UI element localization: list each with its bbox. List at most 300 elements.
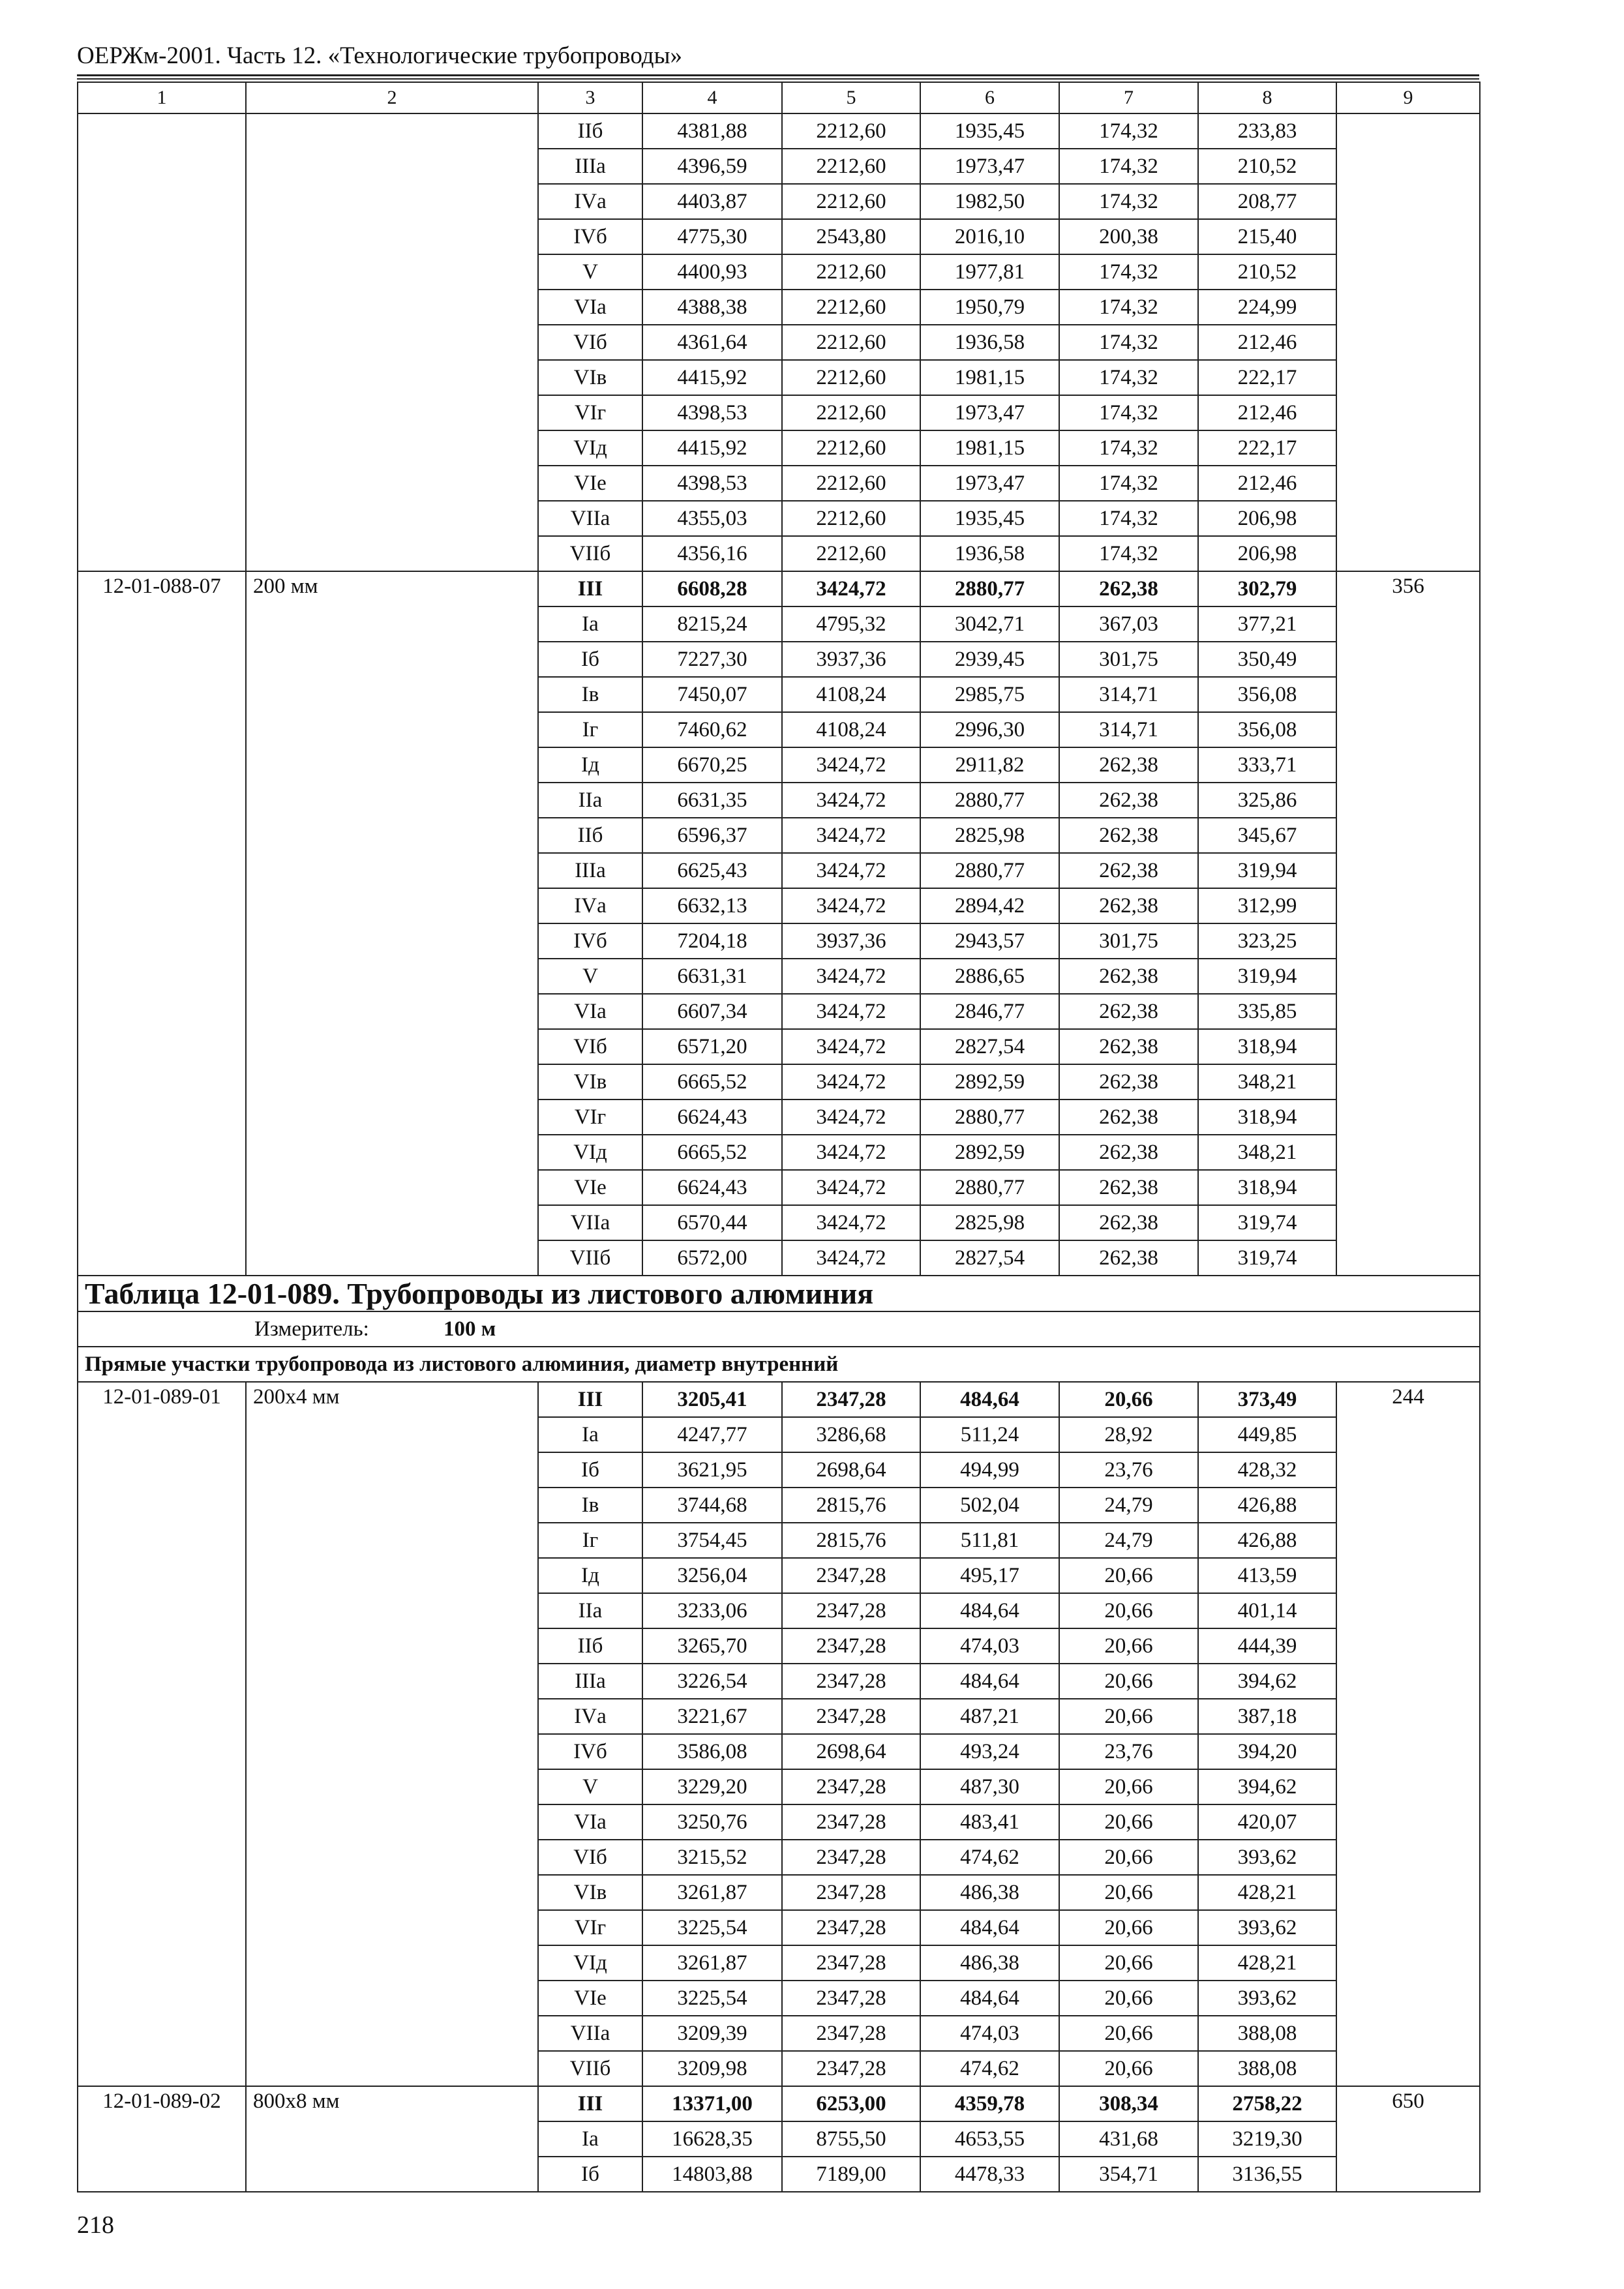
table-cell: Iб (538, 2157, 642, 2192)
table-cell: VIг (538, 1910, 642, 1945)
table-cell: 393,62 (1198, 1840, 1336, 1875)
table-cell: 426,88 (1198, 1523, 1336, 1558)
table-cell: 20,66 (1059, 1804, 1198, 1840)
table-cell: 2212,60 (782, 149, 920, 184)
table-cell: III (538, 571, 642, 606)
table-cell: VIд (538, 430, 642, 466)
table-cell: 431,68 (1059, 2121, 1198, 2157)
table-cell: VIе (538, 1981, 642, 2016)
table-cell: 8215,24 (642, 606, 782, 642)
table-cell: VIIа (538, 1205, 642, 1240)
table-cell: 6632,13 (642, 888, 782, 923)
table-cell: 2212,60 (782, 325, 920, 360)
table-cell: 486,38 (920, 1945, 1059, 1981)
table-cell: 3424,72 (782, 1100, 920, 1135)
table-cell: VIе (538, 1170, 642, 1205)
table-cell: 3424,72 (782, 959, 920, 994)
table-cell: IVа (538, 184, 642, 219)
table-cell: IIIа (538, 1664, 642, 1699)
table-cell: 3754,45 (642, 1523, 782, 1558)
table-cell: 2996,30 (920, 712, 1059, 747)
table-cell: 262,38 (1059, 888, 1198, 923)
table-cell: Iв (538, 677, 642, 712)
table-cell: 318,94 (1198, 1029, 1336, 1064)
table-cell: 494,99 (920, 1452, 1059, 1488)
table-cell: 4361,64 (642, 325, 782, 360)
table-cell: 3424,72 (782, 1205, 920, 1240)
table-cell: 4381,88 (642, 113, 782, 149)
table-cell: 6625,43 (642, 853, 782, 888)
table-cell: 20,66 (1059, 1558, 1198, 1593)
table-cell: IIб (538, 1628, 642, 1664)
table-cell: 20,66 (1059, 1382, 1198, 1417)
table-cell: 3256,04 (642, 1558, 782, 1593)
unit-value: 100 м (444, 1317, 496, 1341)
table-cell: 319,74 (1198, 1205, 1336, 1240)
table-cell: 262,38 (1059, 959, 1198, 994)
table-cell: 1973,47 (920, 395, 1059, 430)
table-cell: VIб (538, 325, 642, 360)
table-cell: 2827,54 (920, 1029, 1059, 1064)
table-cell: 244 (1336, 1382, 1480, 2086)
table-cell: Iа (538, 606, 642, 642)
table-cell: 174,32 (1059, 501, 1198, 536)
table-cell: 388,08 (1198, 2016, 1336, 2051)
table-cell: IIа (538, 783, 642, 818)
table-cell: 2825,98 (920, 1205, 1059, 1240)
table-cell: 2939,45 (920, 642, 1059, 677)
table-cell: VIIб (538, 2051, 642, 2086)
table-cell: 1950,79 (920, 290, 1059, 325)
table-cell: 1981,15 (920, 430, 1059, 466)
column-number: 7 (1059, 82, 1198, 113)
table-cell: 20,66 (1059, 1981, 1198, 2016)
table-cell: IIIа (538, 149, 642, 184)
table-cell: 2212,60 (782, 254, 920, 290)
table-cell: 502,04 (920, 1488, 1059, 1523)
table-cell: 2347,28 (782, 1382, 920, 1417)
table-cell: 2212,60 (782, 501, 920, 536)
table-cell: VIа (538, 290, 642, 325)
table-cell: 3042,71 (920, 606, 1059, 642)
table-cell: 2347,28 (782, 1910, 920, 1945)
table-cell: 4795,32 (782, 606, 920, 642)
table-cell: 393,62 (1198, 1981, 1336, 2016)
table-cell: 3424,72 (782, 888, 920, 923)
table-cell: 16628,35 (642, 2121, 782, 2157)
table-cell: 174,32 (1059, 360, 1198, 395)
table-cell: 262,38 (1059, 994, 1198, 1029)
table-cell: 6631,35 (642, 783, 782, 818)
table-cell: III (538, 2086, 642, 2121)
table-cell: 3424,72 (782, 818, 920, 853)
table-cell: 6607,34 (642, 994, 782, 1029)
table-cell: 222,17 (1198, 430, 1336, 466)
table-cell: 3219,30 (1198, 2121, 1336, 2157)
table-cell (1336, 113, 1480, 571)
table-cell: 24,79 (1059, 1488, 1198, 1523)
table-cell: 484,64 (920, 1910, 1059, 1945)
table-cell: 215,40 (1198, 219, 1336, 254)
table-cell: VIа (538, 994, 642, 1029)
table-cell: 314,71 (1059, 677, 1198, 712)
table-cell: 174,32 (1059, 113, 1198, 149)
table-cell: 2827,54 (920, 1240, 1059, 1276)
table-cell: 1981,15 (920, 360, 1059, 395)
table-cell: 2894,42 (920, 888, 1059, 923)
table-cell: 4356,16 (642, 536, 782, 571)
table-title-row (78, 1276, 1480, 1311)
table-cell: 262,38 (1059, 783, 1198, 818)
table-cell: VIв (538, 1875, 642, 1910)
table-cell: 1935,45 (920, 113, 1059, 149)
table-cell: 4400,93 (642, 254, 782, 290)
table-cell: VIг (538, 395, 642, 430)
table-cell: 14803,88 (642, 2157, 782, 2192)
table-cell: IVа (538, 1699, 642, 1734)
table-cell: 20,66 (1059, 1593, 1198, 1628)
table-cell: 348,21 (1198, 1064, 1336, 1100)
table-cell: 262,38 (1059, 747, 1198, 783)
subheading-row (78, 1347, 1480, 1382)
table-cell: 6665,52 (642, 1064, 782, 1100)
table-cell: 356 (1336, 571, 1480, 1276)
table-cell: V (538, 1769, 642, 1804)
table-cell: 262,38 (1059, 1135, 1198, 1170)
table-cell: 20,66 (1059, 1875, 1198, 1910)
table-cell: 484,64 (920, 1664, 1059, 1699)
table-cell: 428,21 (1198, 1945, 1336, 1981)
table-cell: Iд (538, 1558, 642, 1593)
table-cell: 493,24 (920, 1734, 1059, 1769)
table-cell: 4388,38 (642, 290, 782, 325)
table-cell: 174,32 (1059, 325, 1198, 360)
table-cell: III (538, 1382, 642, 1417)
table-cell: 262,38 (1059, 1205, 1198, 1240)
table-cell: 206,98 (1198, 501, 1336, 536)
table-cell: 262,38 (1059, 1170, 1198, 1205)
table-cell: 474,62 (920, 1840, 1059, 1875)
table-cell: V (538, 959, 642, 994)
table-cell: 13371,00 (642, 2086, 782, 2121)
table-cell: 4653,55 (920, 2121, 1059, 2157)
table-cell: 210,52 (1198, 149, 1336, 184)
table-cell: 428,21 (1198, 1875, 1336, 1910)
table-cell: 345,67 (1198, 818, 1336, 853)
table-cell: 401,14 (1198, 1593, 1336, 1628)
subheading: Прямые участки трубопровода из листового алюминия, диаметр внутренний (78, 1347, 1480, 1382)
table-cell: 2347,28 (782, 1699, 920, 1734)
table-cell: 4398,53 (642, 466, 782, 501)
table-cell: 2212,60 (782, 536, 920, 571)
table-cell: 2016,10 (920, 219, 1059, 254)
table-cell: 3621,95 (642, 1452, 782, 1488)
table-cell: 373,49 (1198, 1382, 1336, 1417)
table-cell: 6624,43 (642, 1170, 782, 1205)
page-header: ОЕРЖм-2001. Часть 12. «Технологические трубопроводы» (77, 38, 1479, 76)
table-cell: 4108,24 (782, 712, 920, 747)
table-cell: IIIа (538, 853, 642, 888)
table-cell: 23,76 (1059, 1734, 1198, 1769)
table-cell: 174,32 (1059, 395, 1198, 430)
table-cell: VIв (538, 1064, 642, 1100)
table-cell: 7460,62 (642, 712, 782, 747)
table-cell: 3215,52 (642, 1840, 782, 1875)
table-cell: 6665,52 (642, 1135, 782, 1170)
table-cell: 2212,60 (782, 360, 920, 395)
table-cell: 6572,00 (642, 1240, 782, 1276)
table-cell: 426,88 (1198, 1488, 1336, 1523)
table-cell: 4478,33 (920, 2157, 1059, 2192)
page-number: 218 (77, 2211, 114, 2239)
table-cell: 12-01-088-07 (78, 571, 246, 1276)
table-cell: Iг (538, 712, 642, 747)
unit-label: Измеритель: (254, 1317, 369, 1341)
table-cell: 4355,03 (642, 501, 782, 536)
table-cell: 212,46 (1198, 466, 1336, 501)
table-cell: 2347,28 (782, 1769, 920, 1804)
table-cell: 210,52 (1198, 254, 1336, 290)
table-cell: 7189,00 (782, 2157, 920, 2192)
table-cell: VIв (538, 360, 642, 395)
table-cell: 3233,06 (642, 1593, 782, 1628)
table-cell: 3424,72 (782, 853, 920, 888)
table-cell: Iг (538, 1523, 642, 1558)
table-cell: 2880,77 (920, 1100, 1059, 1135)
table-cell: 2698,64 (782, 1452, 920, 1488)
table-cell: V (538, 254, 642, 290)
table-cell: VIг (538, 1100, 642, 1135)
table-cell: 20,66 (1059, 1699, 1198, 1734)
price-table (77, 82, 1481, 2192)
table-cell: 483,41 (920, 1804, 1059, 1840)
table-cell: 377,21 (1198, 606, 1336, 642)
table-cell: 20,66 (1059, 1840, 1198, 1875)
table-cell: IIб (538, 818, 642, 853)
table-cell: 301,75 (1059, 642, 1198, 677)
table-cell: 3226,54 (642, 1664, 782, 1699)
table-cell: 474,62 (920, 2051, 1059, 2086)
table-cell: 348,21 (1198, 1135, 1336, 1170)
table-cell: IIа (538, 1593, 642, 1628)
table-cell: Iб (538, 1452, 642, 1488)
table-cell: 200,38 (1059, 219, 1198, 254)
table-title: Таблица 12-01-089. Трубопроводы из листового алюминия (78, 1276, 1480, 1311)
table-cell: 3586,08 (642, 1734, 782, 1769)
table-cell: 1982,50 (920, 184, 1059, 219)
table-cell: 7204,18 (642, 923, 782, 959)
table-cell: 3424,72 (782, 1029, 920, 1064)
table-cell: VIIа (538, 2016, 642, 2051)
table-cell: 444,39 (1198, 1628, 1336, 1664)
table-cell: 2212,60 (782, 290, 920, 325)
table-cell: VIе (538, 466, 642, 501)
table-cell: 208,77 (1198, 184, 1336, 219)
table-cell: 3261,87 (642, 1875, 782, 1910)
table-cell: 2347,28 (782, 1628, 920, 1664)
header-rule (77, 78, 1479, 80)
table-cell: 6624,43 (642, 1100, 782, 1135)
table-cell: 7450,07 (642, 677, 782, 712)
table-cell: 394,62 (1198, 1769, 1336, 1804)
table-cell: 484,64 (920, 1382, 1059, 1417)
table-row (78, 1382, 1480, 1417)
unit-row (78, 1311, 1480, 1347)
table-cell: 2892,59 (920, 1064, 1059, 1100)
table-cell: 449,85 (1198, 1417, 1336, 1452)
table-cell: 7227,30 (642, 642, 782, 677)
table-cell: 206,98 (1198, 536, 1336, 571)
table-cell: 2212,60 (782, 113, 920, 149)
table-cell: 3250,76 (642, 1804, 782, 1840)
table-cell: 387,18 (1198, 1699, 1336, 1734)
table-cell: 3265,70 (642, 1628, 782, 1664)
table-cell: 24,79 (1059, 1523, 1198, 1558)
table-cell: 2347,28 (782, 1840, 920, 1875)
table-cell: 174,32 (1059, 254, 1198, 290)
table-cell: 2347,28 (782, 1558, 920, 1593)
table-cell: VIIб (538, 536, 642, 571)
table-cell: 6253,00 (782, 2086, 920, 2121)
table-cell: 323,25 (1198, 923, 1336, 959)
table-cell: 2943,57 (920, 923, 1059, 959)
table-cell: 174,32 (1059, 466, 1198, 501)
table-cell: 3229,20 (642, 1769, 782, 1804)
table-cell: 3209,39 (642, 2016, 782, 2051)
table-cell: 2880,77 (920, 853, 1059, 888)
table-cell: 3424,72 (782, 994, 920, 1029)
table-cell: 2846,77 (920, 994, 1059, 1029)
table-cell: 2543,80 (782, 219, 920, 254)
table-cell: 174,32 (1059, 184, 1198, 219)
table-cell: 3225,54 (642, 1910, 782, 1945)
table-cell: 319,94 (1198, 853, 1336, 888)
table-cell: 388,08 (1198, 2051, 1336, 2086)
table-cell: 2698,64 (782, 1734, 920, 1769)
table-cell: 3221,67 (642, 1699, 782, 1734)
table-cell: 262,38 (1059, 571, 1198, 606)
table-cell: 2347,28 (782, 1804, 920, 1840)
table-cell: 1936,58 (920, 325, 1059, 360)
table-cell: 800х8 мм (246, 2086, 538, 2192)
table-cell: 3424,72 (782, 1170, 920, 1205)
table-cell: 174,32 (1059, 430, 1198, 466)
table-cell: 4359,78 (920, 2086, 1059, 2121)
table-cell: 3424,72 (782, 783, 920, 818)
table-cell: 4775,30 (642, 219, 782, 254)
table-cell: 394,62 (1198, 1664, 1336, 1699)
table-cell: 2911,82 (920, 747, 1059, 783)
table-cell: VIIа (538, 501, 642, 536)
table-cell: IVб (538, 1734, 642, 1769)
table-cell: 20,66 (1059, 2016, 1198, 2051)
table-cell: 1936,58 (920, 536, 1059, 571)
table-cell: 233,83 (1198, 113, 1336, 149)
table-cell: 6571,20 (642, 1029, 782, 1064)
column-number: 1 (78, 82, 246, 113)
table-cell: 212,46 (1198, 325, 1336, 360)
table-cell: 2815,76 (782, 1488, 920, 1523)
table-cell: VIб (538, 1029, 642, 1064)
table-cell: 1935,45 (920, 501, 1059, 536)
table-cell: 4396,59 (642, 149, 782, 184)
table-cell: 4415,92 (642, 360, 782, 395)
table-cell: 474,03 (920, 2016, 1059, 2051)
table-cell: 222,17 (1198, 360, 1336, 395)
table-cell: 354,71 (1059, 2157, 1198, 2192)
column-number: 3 (538, 82, 642, 113)
table-cell: 394,20 (1198, 1734, 1336, 1769)
table-cell: 174,32 (1059, 149, 1198, 184)
table-cell: Iб (538, 642, 642, 677)
table-cell: 2886,65 (920, 959, 1059, 994)
table-cell: 312,99 (1198, 888, 1336, 923)
table-cell: 2347,28 (782, 2016, 920, 2051)
column-number: 8 (1198, 82, 1336, 113)
table-cell: 319,94 (1198, 959, 1336, 994)
table-cell: 350,49 (1198, 642, 1336, 677)
table-cell: 3937,36 (782, 923, 920, 959)
table-cell: 20,66 (1059, 1945, 1198, 1981)
table-cell: 262,38 (1059, 853, 1198, 888)
table-cell: 3424,72 (782, 571, 920, 606)
table-cell: IVб (538, 923, 642, 959)
table-cell: 2758,22 (1198, 2086, 1336, 2121)
table-cell: 3744,68 (642, 1488, 782, 1523)
column-number: 2 (246, 82, 538, 113)
table-cell: 356,08 (1198, 677, 1336, 712)
table-cell: 3424,72 (782, 1135, 920, 1170)
column-number: 4 (642, 82, 782, 113)
table-cell: 28,92 (1059, 1417, 1198, 1452)
table-cell: Iа (538, 2121, 642, 2157)
table-cell: 262,38 (1059, 1100, 1198, 1135)
table-cell: 174,32 (1059, 536, 1198, 571)
table-cell: 1977,81 (920, 254, 1059, 290)
table-cell: 23,76 (1059, 1452, 1198, 1488)
table-cell: 200 мм (246, 571, 538, 1276)
table-cell: 319,74 (1198, 1240, 1336, 1276)
table-cell: 20,66 (1059, 1664, 1198, 1699)
table-cell: 262,38 (1059, 1029, 1198, 1064)
table-cell: 174,32 (1059, 290, 1198, 325)
table-cell: 2880,77 (920, 1170, 1059, 1205)
table-cell: 474,03 (920, 1628, 1059, 1664)
table-cell: 3261,87 (642, 1945, 782, 1981)
table-cell: 2212,60 (782, 430, 920, 466)
table-cell: VIд (538, 1135, 642, 1170)
table-cell: 4398,53 (642, 395, 782, 430)
table-cell: 1973,47 (920, 466, 1059, 501)
table-cell: 4108,24 (782, 677, 920, 712)
table-cell: IIб (538, 113, 642, 149)
table-cell: 20,66 (1059, 2051, 1198, 2086)
table-cell: 367,03 (1059, 606, 1198, 642)
table-cell: 3937,36 (782, 642, 920, 677)
table-cell: 6570,44 (642, 1205, 782, 1240)
table-cell: 484,64 (920, 1981, 1059, 2016)
table-cell: 2347,28 (782, 1593, 920, 1628)
table-cell: 6631,31 (642, 959, 782, 994)
table-cell: Iв (538, 1488, 642, 1523)
table-cell: 2880,77 (920, 571, 1059, 606)
table-cell: 262,38 (1059, 1064, 1198, 1100)
table-cell: VIд (538, 1945, 642, 1981)
column-number: 6 (920, 82, 1059, 113)
table-cell: 335,85 (1198, 994, 1336, 1029)
table-cell: 1973,47 (920, 149, 1059, 184)
table-row (78, 113, 1480, 149)
